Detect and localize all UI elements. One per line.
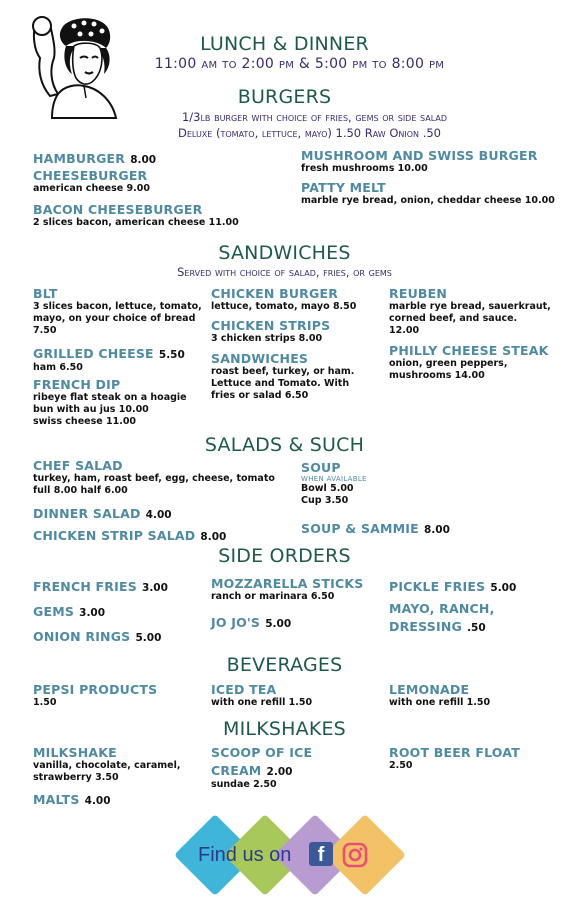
burgers-note: 1/3lb burger with choice of fries, gems or side salad [181,110,448,124]
menu-item-mayo-ranch-dressing: MAYO, RANCH, DRESSING .50 [389,601,495,634]
menu-item-mozzarella-sticks: MOZZARELLA STICKS ranch or marinara 6.50 [211,576,364,602]
menu-item-soup: SOUP WHEN AVAILABLE Bowl 5.00 Cup 3.50 [301,460,367,506]
menu-item-sandwiches: SANDWICHES roast beef, turkey, or ham. Lettuce and Tomato. With fries or salad 6.50 [211,351,355,401]
menu-item-chicken-strips: CHICKEN STRIPS 3 chicken strips 8.00 [211,318,331,344]
sides-heading: SIDE ORDERS [218,545,351,567]
menu-item-french-fries: FRENCH FRIES 3.00 [33,579,168,594]
sandwiches-note: Served with choice of salad, fries, or gems [177,265,392,279]
hours-text: 11:00 am to 2:00 pm & 5:00 pm to 8:00 pm [154,56,445,72]
social-banner [172,812,402,898]
menu-item-dinner-salad: DINNER SALAD 4.00 [33,506,172,521]
menu-item-hamburger: HAMBURGER 8.00 [33,151,157,166]
menu-item-philly-cheese-steak: PHILLY CHEESE STEAK onion, green peppers, mushrooms 14.00 [389,343,549,381]
menu-item-onion-rings: ONION RINGS 5.00 [33,629,162,644]
menu-item-chicken-burger: CHICKEN BURGER lettuce, tomato, mayo 8.50 [211,286,357,312]
burgers-heading: BURGERS [237,86,332,108]
menu-item-grilled-cheese: GRILLED CHEESE 5.50 ham 6.50 [33,346,185,373]
beverages-heading: BEVERAGES [226,654,343,676]
menu-item-soup-sammie: SOUP & SAMMIE 8.00 [301,521,450,536]
menu-item-scoop-of-ice-cream: SCOOP OF ICE CREAM 2.00 sundae 2.50 [211,745,313,790]
menu-item-root-beer-float: ROOT BEER FLOAT 2.50 [389,745,520,771]
menu-item-mushroom-swiss: MUSHROOM AND SWISS BURGER fresh mushrooms 10.00 [301,148,538,174]
menu-item-milkshake: MILKSHAKE vanilla, chocolate, caramel, strawberry 3.50 [33,745,181,783]
menu-item-patty-melt: PATTY MELT marble rye bread, onion, cheddar cheese 10.00 [301,180,555,206]
instagram-icon[interactable] [342,842,368,868]
menu-item-jo-jos: JO JO'S 5.00 [211,615,292,630]
burgers-deluxe-note: Deluxe (tomato, lettuce, mayo) 1.50 Raw Onion .50 [177,126,441,140]
menu-item-iced-tea: ICED TEA with one refill 1.50 [211,682,313,708]
menu-item-chicken-strip-salad: CHICKEN STRIP SALAD 8.00 [33,528,227,543]
facebook-icon[interactable]: f [309,842,333,866]
menu-item-pepsi-products: PEPSI PRODUCTS 1.50 [33,682,158,708]
menu-item-gems: GEMS 3.00 [33,604,106,619]
menu-item-malts: MALTS 4.00 [33,792,111,807]
menu-item-cheeseburger: CHEESEBURGER american cheese 9.00 [33,168,150,194]
menu-item-bacon-cheeseburger: BACON CHEESEBURGER 2 slices bacon, american cheese 11.00 [33,202,239,228]
salads-heading: SALADS & SUCH [204,434,365,456]
menu-item-pickle-fries: PICKLE FRIES 5.00 [389,579,517,594]
menu-item-reuben: REUBEN marble rye bread, sauerkraut, corned beef, and sauce. 12.00 [389,286,551,336]
menu-item-lemonade: LEMONADE with one refill 1.50 [389,682,491,708]
menu-item-french-dip: FRENCH DIP ribeye flat steak on a hoagie bun with au jus 10.00 swiss cheese 11.00 [33,377,187,427]
menu-item-chef-salad: CHEF SALAD turkey, ham, roast beef, egg, cheese, tomato full 8.00 half 6.00 [33,458,275,496]
find-us-text: Find us on [198,844,292,866]
sandwiches-heading: SANDWICHES [218,242,351,264]
menu-title: LUNCH & DINNER [200,33,369,55]
menu-item-blt: BLT 3 slices bacon, lettuce, tomato, mayo, on your choice of bread 7.50 [33,286,202,336]
milkshakes-heading: MILKSHAKES [223,718,346,740]
